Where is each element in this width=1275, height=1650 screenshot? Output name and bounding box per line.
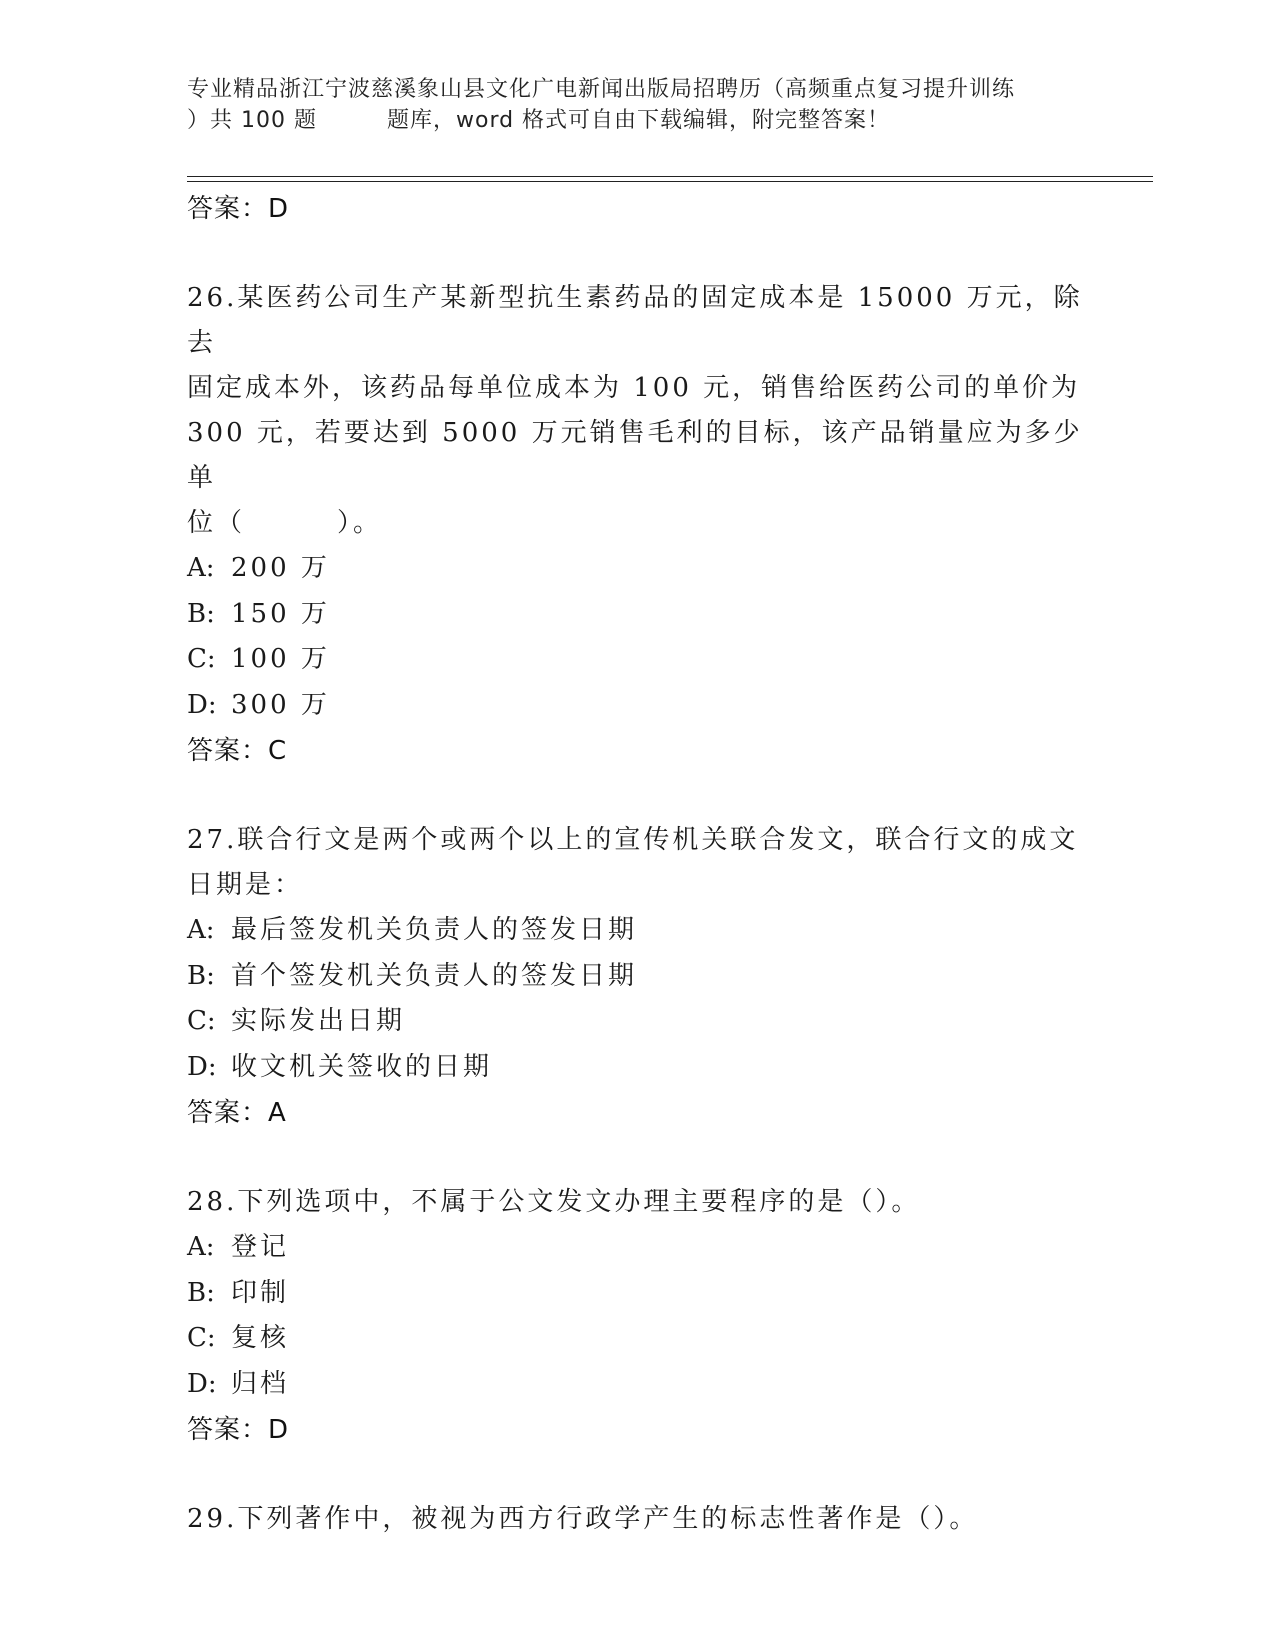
document-header xyxy=(187,74,1087,136)
option-b xyxy=(187,592,1087,638)
option-a xyxy=(187,1225,1087,1271)
option-d xyxy=(187,1362,1087,1408)
option-text: 首个签发机关负责人的签发日期 xyxy=(231,960,638,991)
stem-text: ）。 xyxy=(337,508,383,538)
question-26 xyxy=(187,276,1087,774)
option-c xyxy=(187,637,1087,683)
option-d xyxy=(187,1045,1087,1091)
option-d xyxy=(187,683,1087,729)
question-answer: 答案：A xyxy=(187,1098,287,1128)
question-28 xyxy=(187,1180,1087,1453)
option-key: A: xyxy=(187,553,215,583)
header-divider-top xyxy=(187,176,1153,177)
stem-text: 位（ xyxy=(187,508,246,538)
option-text: 印制 xyxy=(231,1277,290,1308)
option-key: D: xyxy=(187,689,217,720)
question-29 xyxy=(187,1497,1087,1542)
option-text: 200 万 xyxy=(231,553,330,583)
option-text: 300 万 xyxy=(231,689,330,720)
header-title-line-2 xyxy=(187,105,1087,136)
option-key: B: xyxy=(187,598,215,629)
option-key: A: xyxy=(187,915,215,945)
question-stem-line: 日期是： xyxy=(187,870,304,900)
question-stem-line: 28.下列选项中，不属于公文发文办理主要程序的是（）。 xyxy=(187,1187,921,1217)
option-text: 归档 xyxy=(231,1368,290,1399)
question-stem-line: 固定成本外，该药品每单位成本为 100 元，销售给医药公司的单价为 xyxy=(187,373,1081,403)
question-27 xyxy=(187,818,1087,1136)
option-text: 登记 xyxy=(231,1232,290,1262)
header-description: 题库，word 格式可自由下载编辑，附完整答案！ xyxy=(386,108,891,133)
option-key: B: xyxy=(187,960,215,991)
option-key: C: xyxy=(187,644,216,674)
option-key: C: xyxy=(187,1323,216,1353)
question-answer: 答案：C xyxy=(187,736,288,766)
header-title-line-1: 专业精品浙江宁波慈溪象山县文化广电新闻出版局招聘历（高频重点复习提升训练 xyxy=(187,77,1016,102)
header-divider-bottom xyxy=(187,181,1153,182)
header-count: ）共 100 题 xyxy=(187,108,317,133)
question-stem-line: 27.联合行文是两个或两个以上的宣传机关联合发文，联合行文的成文 xyxy=(187,825,1079,855)
question-answer: 答案：D xyxy=(187,1415,290,1445)
option-text: 150 万 xyxy=(231,598,330,629)
option-text: 复核 xyxy=(231,1323,290,1353)
option-a xyxy=(187,908,1087,954)
option-b xyxy=(187,954,1087,1000)
option-text: 最后签发机关负责人的签发日期 xyxy=(231,915,638,945)
previous-answer: 答案：D xyxy=(187,194,290,224)
question-stem-line xyxy=(187,501,1087,546)
option-key: D: xyxy=(187,1368,217,1399)
question-stem-line: 300 元，若要达到 5000 万元销售毛利的目标，该产品销量应为多少单 xyxy=(187,418,1083,493)
option-c xyxy=(187,999,1087,1045)
option-c xyxy=(187,1316,1087,1362)
option-text: 收文机关签收的日期 xyxy=(231,1051,493,1082)
option-key: D: xyxy=(187,1051,217,1082)
option-key: C: xyxy=(187,1006,216,1036)
option-text: 实际发出日期 xyxy=(231,1006,406,1036)
option-a xyxy=(187,546,1087,592)
question-stem-line: 29.下列著作中，被视为西方行政学产生的标志性著作是（）。 xyxy=(187,1504,979,1534)
option-text: 100 万 xyxy=(231,644,330,674)
option-b xyxy=(187,1271,1087,1317)
option-key: B: xyxy=(187,1277,215,1308)
question-list xyxy=(187,186,1087,1542)
question-stem-line: 26.某医药公司生产某新型抗生素药品的固定成本是 15000 万元，除去 xyxy=(187,283,1083,358)
option-key: A: xyxy=(187,1232,215,1262)
